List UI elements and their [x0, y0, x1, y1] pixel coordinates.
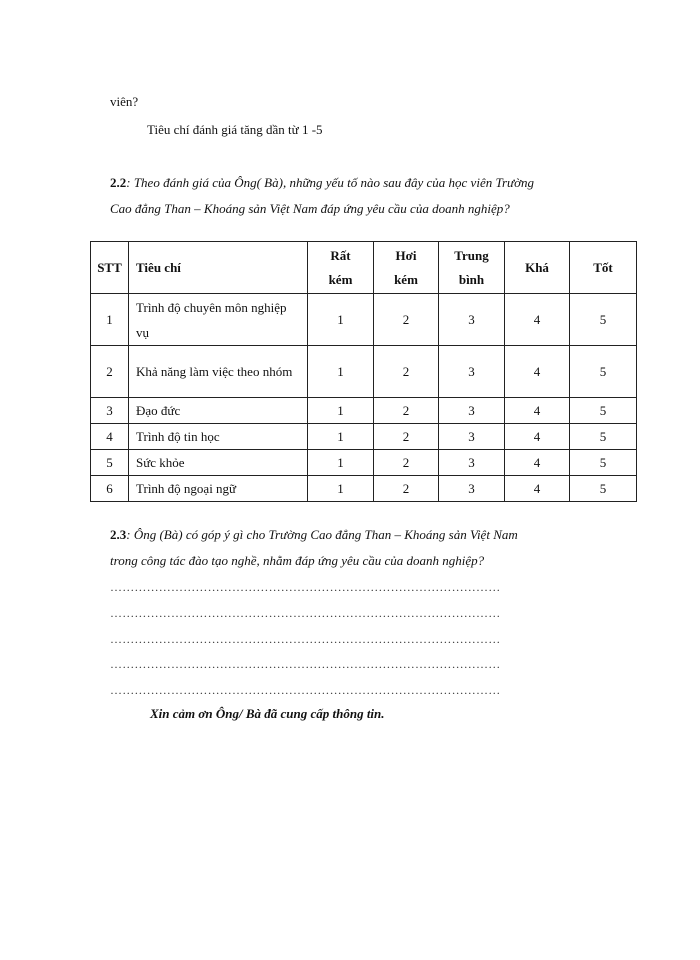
header-rating-4: Khá — [505, 242, 570, 294]
rating-option-4[interactable]: 4 — [505, 424, 570, 450]
table-row — [91, 346, 637, 398]
rating-scale-note: Tiêu chí đánh giá tăng dần từ 1 -5 — [147, 122, 323, 137]
row-stt: 6 — [91, 476, 129, 502]
row-stt: 1 — [91, 294, 129, 346]
rating-option-2[interactable]: 2 — [374, 450, 439, 476]
rating-option-3[interactable]: 3 — [439, 398, 505, 424]
rating-option-5[interactable]: 5 — [570, 424, 637, 450]
rating-option-4[interactable]: 4 — [505, 476, 570, 502]
rating-option-1[interactable]: 1 — [308, 398, 374, 424]
rating-option-3[interactable]: 3 — [439, 476, 505, 502]
header-rating-3-line-1: Trung — [454, 247, 489, 263]
row-criteria: Trình độ tin học — [129, 424, 308, 450]
thank-you-note: Xin cảm ơn Ông/ Bà đã cung cấp thông tin. — [150, 706, 385, 721]
row-stt: 2 — [91, 346, 129, 398]
row-criteria: Trình độ chuyên môn nghiệp vụ — [129, 294, 308, 346]
intro-line-1: viên? — [110, 94, 139, 109]
question-2-2 — [110, 170, 534, 222]
header-rating-3 — [439, 242, 505, 294]
rating-option-2[interactable]: 2 — [374, 424, 439, 450]
row-criteria: Trình độ ngoại ngữ — [129, 476, 308, 502]
rating-table — [90, 241, 637, 502]
header-stt: STT — [91, 242, 129, 294]
header-rating-2-line-1: Hơi — [395, 247, 417, 263]
header-rating-2 — [374, 242, 439, 294]
answer-line[interactable]: …………………………………………………………………………………… — [110, 606, 501, 620]
header-rating-2-line-2: kém — [394, 271, 418, 287]
table-row — [91, 398, 637, 424]
row-criteria: Khả năng làm việc theo nhóm — [129, 346, 308, 398]
rating-option-3[interactable]: 3 — [439, 346, 505, 398]
header-rating-5: Tốt — [570, 242, 637, 294]
table-row — [91, 294, 637, 346]
answer-line[interactable]: …………………………………………………………………………………… — [110, 580, 501, 594]
table-row — [91, 450, 637, 476]
header-rating-1 — [308, 242, 374, 294]
table-row — [91, 424, 637, 450]
question-2-3-number: 2.3 — [110, 527, 127, 542]
rating-option-4[interactable]: 4 — [505, 450, 570, 476]
rating-option-5[interactable]: 5 — [570, 398, 637, 424]
row-stt: 4 — [91, 424, 129, 450]
rating-option-4[interactable]: 4 — [505, 346, 570, 398]
question-2-2-text-line-1: : Theo đánh giá của Ông( Bà), những yếu tố nào sau đây của học viên Trường — [126, 175, 535, 190]
rating-option-1[interactable]: 1 — [308, 294, 374, 346]
row-criteria: Sức khỏe — [129, 450, 308, 476]
table-header-row — [91, 242, 637, 294]
rating-option-1[interactable]: 1 — [308, 476, 374, 502]
rating-option-4[interactable]: 4 — [505, 294, 570, 346]
question-2-3 — [110, 522, 518, 574]
rating-option-5[interactable]: 5 — [570, 346, 637, 398]
header-rating-1-line-1: Rất — [330, 247, 351, 263]
rating-option-1[interactable]: 1 — [308, 346, 374, 398]
rating-option-2[interactable]: 2 — [374, 398, 439, 424]
question-2-3-text-line-1: : Ông (Bà) có góp ý gì cho Trường Cao đẳng Than – Khoáng sản Việt Nam — [126, 527, 518, 542]
row-stt: 3 — [91, 398, 129, 424]
rating-option-5[interactable]: 5 — [570, 450, 637, 476]
table-row — [91, 476, 637, 502]
rating-option-1[interactable]: 1 — [308, 424, 374, 450]
answer-line[interactable]: …………………………………………………………………………………… — [110, 657, 501, 671]
rating-option-2[interactable]: 2 — [374, 476, 439, 502]
rating-option-3[interactable]: 3 — [439, 294, 505, 346]
question-2-3-text-line-2: trong công tác đào tạo nghề, nhằm đáp ứng yêu cầu của doanh nghiệp? — [110, 553, 485, 568]
row-criteria: Đạo đức — [129, 398, 308, 424]
question-2-2-number: 2.2 — [110, 175, 127, 190]
rating-option-2[interactable]: 2 — [374, 294, 439, 346]
header-criteria: Tiêu chí — [129, 242, 308, 294]
rating-option-1[interactable]: 1 — [308, 450, 374, 476]
answer-line[interactable]: …………………………………………………………………………………… — [110, 632, 501, 646]
rating-option-5[interactable]: 5 — [570, 476, 637, 502]
row-stt: 5 — [91, 450, 129, 476]
rating-option-2[interactable]: 2 — [374, 346, 439, 398]
rating-option-4[interactable]: 4 — [505, 398, 570, 424]
rating-option-5[interactable]: 5 — [570, 294, 637, 346]
header-rating-1-line-2: kém — [328, 271, 353, 287]
rating-option-3[interactable]: 3 — [439, 450, 505, 476]
answer-line[interactable]: …………………………………………………………………………………… — [110, 683, 501, 697]
rating-option-3[interactable]: 3 — [439, 424, 505, 450]
question-2-2-text-line-2: Cao đẳng Than – Khoáng sản Việt Nam đáp ứng yêu cầu của doanh nghiệp? — [110, 201, 510, 216]
header-rating-3-line-2: bình — [458, 271, 485, 287]
